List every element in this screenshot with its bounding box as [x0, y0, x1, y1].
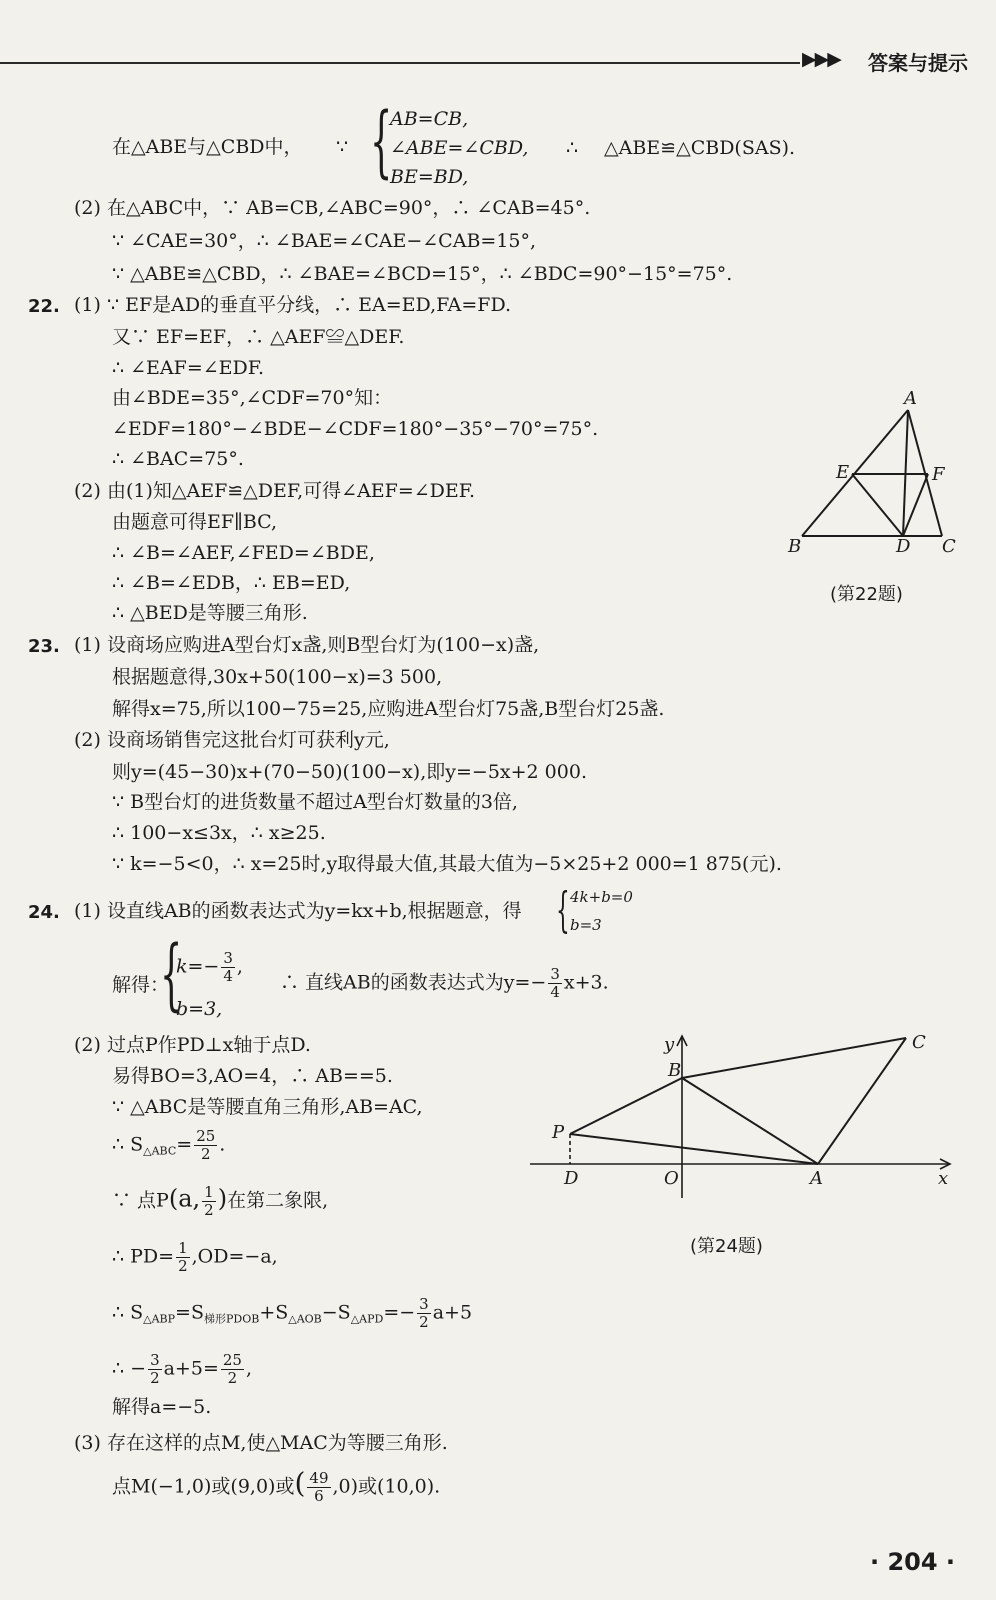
text-line: 则y=(45−30)x+(70−50)(100−x),即y=−5x+2 000.: [112, 761, 587, 783]
label-b: B: [788, 536, 802, 557]
fraction: [548, 966, 562, 1001]
text-fragment: −S: [321, 1301, 351, 1324]
subscript: △AOB: [288, 1312, 322, 1326]
text-fragment: ∴ S: [112, 1301, 144, 1324]
fraction: [148, 1352, 162, 1387]
text-fragment: (a,: [168, 1184, 201, 1213]
text-line: △ABE≌△CBD(SAS).: [604, 137, 796, 159]
figure-24-caption: (第24题): [690, 1236, 763, 1257]
numerator: 1: [204, 1183, 214, 1201]
numerator: 1: [178, 1239, 188, 1257]
text-fragment: ,: [236, 955, 243, 978]
denominator: 4: [223, 967, 233, 985]
text-line: 解得：: [112, 974, 170, 996]
fraction: [176, 1240, 190, 1275]
figure-22-caption: (第22题): [830, 584, 903, 605]
text-line: ∵ ∠CAE=30°，∴ ∠BAE=∠CAE−∠CAB=15°,: [112, 230, 537, 252]
text-fragment: ,0): [332, 1475, 359, 1498]
label-c: C: [942, 536, 956, 557]
solution-line: [112, 1466, 441, 1505]
text-fragment: ,OD=−a,: [191, 1245, 278, 1268]
subscript: △ABC: [143, 1144, 177, 1158]
text-fragment: .: [219, 1133, 226, 1156]
text-line: ∵ B型台灯的进货数量不超过A型台灯数量的3倍,: [112, 791, 518, 813]
label-y: y: [664, 1034, 675, 1055]
text-line: 4k+b=0: [570, 888, 633, 906]
text-line: b=3: [570, 916, 602, 934]
axes: [530, 1036, 950, 1198]
denominator: 2: [200, 1145, 211, 1163]
text-fragment: k=−: [176, 955, 220, 978]
fraction: [417, 1296, 431, 1331]
text-fragment: x+3.: [563, 971, 609, 994]
label-f: F: [932, 464, 945, 485]
text-line: ∴ 100−x≤3x，∴ x≥25.: [112, 822, 326, 844]
label-b: B: [668, 1060, 682, 1081]
left-brace-icon: {: [556, 882, 570, 938]
label-c: C: [912, 1032, 926, 1053]
label-d: D: [564, 1168, 579, 1189]
text-line: ∴ ∠EAF=∠EDF.: [112, 357, 265, 379]
text-line: ∴ ∠B=∠EDB，∴ EB=ED,: [112, 572, 351, 594]
text-line: (2) 由(1)知△AEF≌△DEF,可得∠AEF=∠DEF.: [74, 480, 476, 502]
fraction: [194, 1128, 217, 1163]
text-line: 由题意可得EF∥BC,: [112, 511, 278, 533]
subscript: 梯形PDOB: [203, 1312, 260, 1326]
fraction: [307, 1470, 330, 1505]
text-line: (2) 过点P作PD⊥x轴于点D.: [74, 1034, 311, 1056]
left-brace-icon: {: [160, 930, 183, 1020]
text-fragment: 点M(−1,0)或(9,0)或: [112, 1475, 295, 1498]
text-fragment: ,: [245, 1357, 253, 1380]
numerator: 3: [223, 949, 233, 967]
text-line: (1) 设商场应购进A型台灯x盏,则B型台灯为(100−x)盏,: [74, 634, 540, 656]
text-line: ∵ k=−5<0，∴ x=25时,y取得最大值,其最大值为−5×25+2 000=1 875(元).: [112, 853, 782, 875]
text-line: 由∠BDE=35°,∠CDF=70°知：: [112, 387, 393, 409]
text-fragment: =S: [175, 1301, 204, 1324]
denominator: 2: [419, 1313, 429, 1331]
solution-line: [280, 966, 609, 1001]
denominator: 6: [314, 1487, 324, 1505]
text-fragment: ∵ 点P: [112, 1189, 169, 1212]
text-fragment: (: [294, 1466, 306, 1500]
triangle-abc: [802, 410, 942, 536]
denominator: 2: [227, 1369, 238, 1387]
text-line: 解得a=−5.: [112, 1396, 212, 1418]
label-p: P: [552, 1122, 565, 1143]
solution-line: [176, 950, 243, 985]
text-fragment: a+5: [432, 1301, 473, 1324]
denominator: 2: [178, 1257, 188, 1275]
header-title: 答案与提示: [868, 51, 968, 75]
text-line: ∵: [336, 136, 349, 158]
text-line: ∴ ∠BAC=75°.: [112, 448, 244, 470]
subscript: △APD: [350, 1312, 384, 1326]
text-line: (1) ∵ EF是AD的垂直平分线，∴ EA=ED,FA=FD.: [74, 294, 512, 316]
solution-line: [112, 1352, 252, 1387]
text-line: 根据题意得,30x+50(100−x)=3 500,: [112, 666, 443, 688]
question-number: 23.: [28, 636, 60, 657]
label-o: O: [664, 1168, 679, 1189]
numerator: 3: [419, 1295, 429, 1313]
text-fragment: ): [217, 1184, 228, 1213]
text-line: ∠EDF=180°−∠BDE−∠CDF=180°−35°−70°=75°.: [112, 418, 599, 440]
text-line: ∴: [566, 137, 579, 159]
question-number: 24.: [28, 902, 60, 923]
text-line: (3) 存在这样的点M,使△MAC为等腰三角形.: [74, 1432, 448, 1454]
question-number: 22.: [28, 296, 60, 317]
page-number: · 204 ·: [870, 1548, 956, 1576]
text-fragment: =−: [383, 1301, 416, 1324]
text-fragment: ∴ −: [112, 1357, 147, 1380]
figure-22-diagram: [780, 388, 970, 568]
text-line: AB=CB,: [390, 108, 469, 130]
text-line: 又∵ EF=EF，∴ △AEF≌△DEF.: [112, 326, 405, 348]
denominator: 4: [550, 983, 560, 1001]
fraction: [221, 950, 235, 985]
text-line: (2) 设商场销售完这批台灯可获利y元,: [74, 729, 390, 751]
text-fragment: 在第二象限,: [227, 1189, 329, 1212]
text-fragment: =: [176, 1133, 193, 1156]
text-fragment: ∴ 直线AB的函数表达式为y=−: [280, 971, 547, 994]
text-fragment: 或(10,0).: [358, 1475, 441, 1498]
text-line: ∴ ∠B=∠AEF,∠FED=∠BDE,: [112, 542, 375, 564]
label-d: D: [896, 536, 911, 557]
fraction: [202, 1184, 216, 1219]
solution-line: [112, 1296, 472, 1333]
text-line: ∵ △ABC是等腰直角三角形,AB=AC,: [112, 1096, 423, 1118]
numerator: 49: [309, 1469, 329, 1487]
text-fragment: ∴ S: [112, 1133, 144, 1156]
text-line: ∠ABE=∠CBD,: [390, 137, 529, 159]
text-line: BE=BD,: [390, 166, 469, 188]
numerator: 3: [550, 965, 560, 983]
left-brace-icon: {: [370, 97, 393, 187]
label-a: A: [810, 1168, 823, 1189]
text-line: 在△ABE与△CBD中，: [112, 136, 303, 158]
fraction: [221, 1352, 244, 1387]
subscript: △ABP: [143, 1312, 176, 1326]
triangles: [570, 1038, 906, 1164]
triple-arrow-icon: ▶▶▶: [802, 48, 840, 70]
numerator: 25: [196, 1127, 216, 1145]
denominator: 2: [150, 1369, 160, 1387]
solution-line: [112, 1128, 225, 1165]
text-line: ∵ △ABE≌△CBD，∴ ∠BAE=∠BCD=15°，∴ ∠BDC=90°−15°=75°.: [112, 263, 733, 285]
header-rule: [0, 62, 800, 64]
text-line: b=3,: [176, 998, 223, 1020]
label-x: x: [938, 1168, 949, 1189]
text-line: 易得BO=3,AO=4，∴ AB==5.: [112, 1065, 393, 1087]
label-a: A: [904, 388, 917, 409]
denominator: 2: [204, 1201, 214, 1219]
text-fragment: ∴ PD=: [112, 1245, 175, 1268]
text-fragment: +S: [259, 1301, 289, 1324]
figure-24-diagram: [530, 1028, 960, 1198]
label-e: E: [836, 462, 850, 483]
numerator: 25: [222, 1351, 242, 1369]
text-line: 解得x=75,所以100−75=25,应购进A型台灯75盏,B型台灯25盏.: [112, 698, 665, 720]
text-line: ∴ △BED是等腰三角形.: [112, 602, 308, 624]
numerator: 3: [150, 1351, 160, 1369]
text-line: (2) 在△ABC中，∵ AB=CB,∠ABC=90°，∴ ∠CAB=45°.: [74, 197, 591, 219]
text-line: (1) 设直线AB的函数表达式为y=kx+b,根据题意，得: [74, 900, 522, 922]
text-fragment: a+5=: [163, 1357, 219, 1380]
solution-line: [112, 1240, 278, 1275]
solution-line: [112, 1184, 328, 1219]
